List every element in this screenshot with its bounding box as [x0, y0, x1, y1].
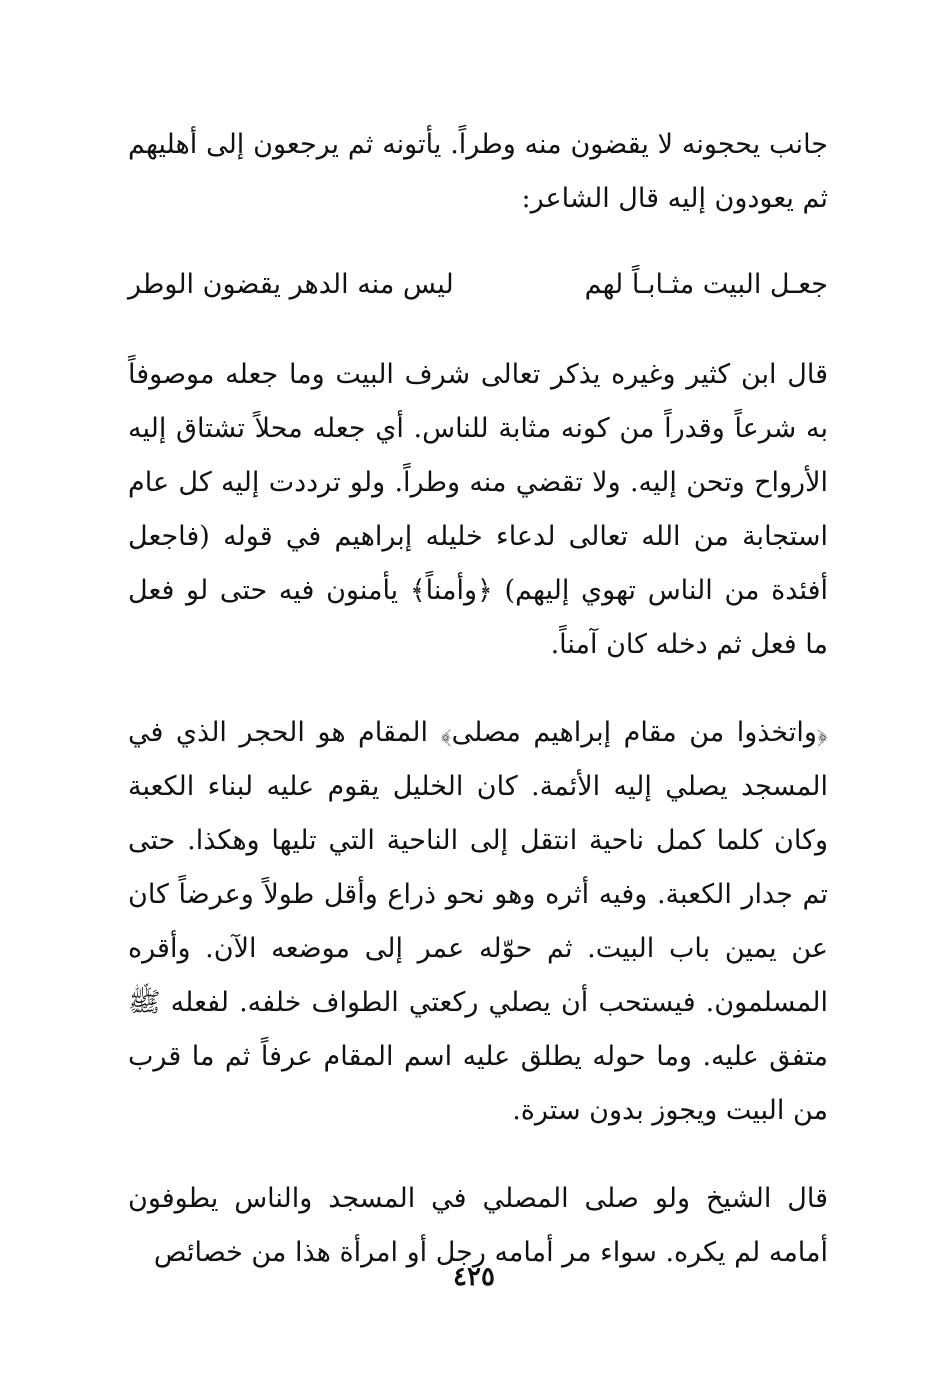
- paragraph-3: ﴿واتخذوا من مقام إبراهيم مصلى﴾ المقام هو الحجر الذي في المسجد يصلي إليه الأئمة. كان الخليل يقوم عليه لبناء الكعبة وكان كلما كمل ناحية انتقل إلى الناحية التي تليها وهكذا. حتى تم جدار الكعبة. وفيه أثره وهو نحو ذراع وأقل طولاً وعرضاً كان عن يمين باب البيت. ثم حوّله عمر إلى موضعه الآن. وأقره المسلمون. فيستحب أن يصلي ركعتي الطواف خلفه. لفعله ﷺ متفق عليه. وما حوله يطلق عليه اسم المقام عرفاً ثم ما قرب من البيت ويجوز بدون سترة.: [128, 717, 828, 1126]
- page-number: ٤٢٥: [453, 1262, 495, 1292]
- page-body: [128, 118, 828, 1280]
- poetry-verse: [128, 258, 828, 312]
- paragraph-2: قال ابن كثير وغيره يذكر تعالى شرف البيت وما جعله موصوفاً به شرعاً وقدراً من كونه مثابة للناس. أي جعله محلاً تشتاق إليه الأرواح وتحن إليه. ولا تقضي منه وطراً. ولو ترددت إليه كل عام استجابة من الله تعالى لدعاء خليله إبراهيم في قوله (فاجعل أفئدة من الناس تهوي إليهم) ﴿وأمناً﴾ يأمنون فيه حتى لو فعل ما فعل ثم دخله كان آمناً.: [128, 359, 828, 660]
- verse-first-hemistich: جعـل البيت مثـابـاً لهم: [584, 269, 828, 300]
- paragraph-4: قال الشيخ ولو صلى المصلي في المسجد والناس يطوفون أمامه لم يكره. سواء مر أمامه رجل أو امرأة هذا من خصائص: [128, 1183, 828, 1268]
- verse-second-hemistich: ليس منه الدهر يقضون الوطر: [128, 269, 454, 300]
- paragraph-1: جانب يحجونه لا يقضون منه وطراً. يأتونه ثم يرجعون إلى أهليهم ثم يعودون إليه قال الشاعر:: [128, 129, 828, 214]
